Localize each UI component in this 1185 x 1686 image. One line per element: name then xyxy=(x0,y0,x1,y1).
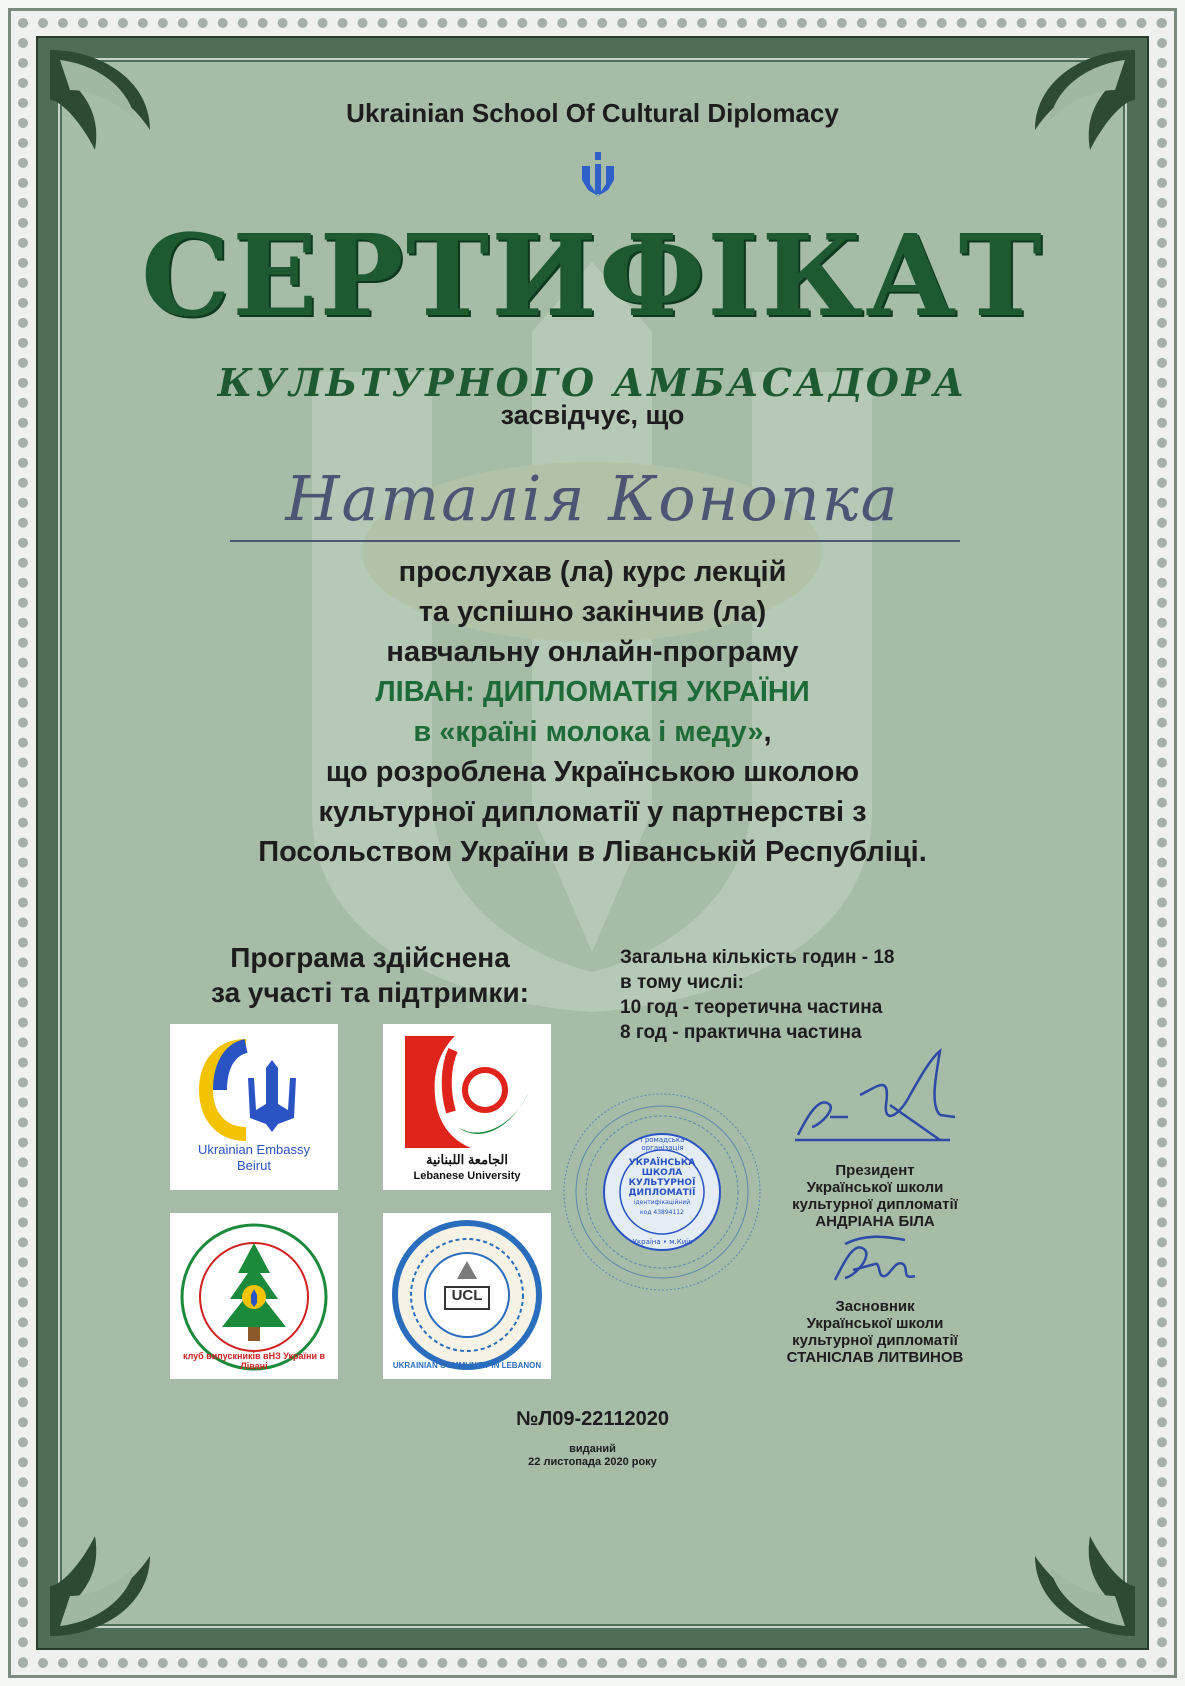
seal-ring-bottom: Україна • м.Київ xyxy=(632,1238,693,1246)
certificate-title: СЕРТИФІКАТ xyxy=(141,211,1044,342)
hours-total-label: Загальна кількість годин - xyxy=(620,947,874,968)
signer-role: Президент xyxy=(835,1162,915,1179)
ucl-abbr: UCL xyxy=(451,1287,483,1304)
certificate-subtitle: КУЛЬТУРНОГО АМБАСАДОРА xyxy=(217,360,968,405)
body-line: та успішно закінчив (ла) xyxy=(418,596,767,628)
partner-name: Lebanese University xyxy=(413,1170,521,1182)
program-name-line1: ЛІВАН: ДИПЛОМАТІЯ УКРАЇНИ xyxy=(375,676,810,708)
hours-practice xyxy=(620,1020,980,1045)
seal-line: ДИПЛОМАТІЇ xyxy=(628,1188,696,1198)
hours-theory-value: 10 год xyxy=(620,997,678,1018)
signature-founder xyxy=(825,1230,925,1290)
partner-logo-alumni-club xyxy=(170,1213,338,1379)
partner-arc-text: клуб випускників вНЗ України в Лівані xyxy=(182,1351,326,1371)
hours-including: в тому числі: xyxy=(620,972,744,993)
signature-president xyxy=(790,1045,960,1145)
program-name-quote: «країні молока і меду» xyxy=(439,716,764,748)
embassy-emblem-icon xyxy=(198,1038,310,1142)
recipient-name: Наталія Конопка xyxy=(285,462,900,535)
hours-theory xyxy=(620,995,980,1020)
signer-org: Української школи xyxy=(806,1315,944,1332)
signer-name: АНДРІАНА БІЛА xyxy=(815,1213,935,1230)
seal-line: ШКОЛА xyxy=(641,1168,683,1178)
hours-theory-label: - теоретична частина xyxy=(677,997,883,1018)
issued-label: виданий xyxy=(569,1443,616,1455)
hours-total-value: 18 xyxy=(873,947,895,968)
name-underline xyxy=(230,540,960,542)
partner-logo-ukrainian-embassy xyxy=(170,1024,338,1190)
program-name-line2 xyxy=(100,712,1085,752)
official-seal xyxy=(560,1090,765,1295)
corner-ornament-bottom-right xyxy=(1025,1526,1145,1646)
school-logo-icon xyxy=(578,150,618,198)
seal-line: УКРАЇНСЬКА xyxy=(628,1158,696,1168)
issued-info xyxy=(0,1443,1185,1469)
partner-name-city: Beirut xyxy=(237,1158,271,1173)
hours-practice-label: - практична частина xyxy=(666,1022,862,1043)
body-line: навчальну онлайн-програму xyxy=(386,636,799,668)
signer-name: СТАНІСЛАВ ЛИТВИНОВ xyxy=(786,1349,964,1366)
body-line: прослухав (ла) курс лекцій xyxy=(398,556,787,588)
lebanese-university-emblem-icon xyxy=(399,1032,535,1150)
hours-total xyxy=(620,945,980,970)
document-number: №Л09-22112020 xyxy=(515,1408,670,1430)
support-heading-line: за участі та підтримки: xyxy=(211,977,529,1008)
body-line: що розроблена Українською школою xyxy=(325,756,860,788)
support-heading-line: Програма здійснена xyxy=(230,942,510,973)
body-line: культурної дипломатії у партнерстві з xyxy=(318,796,867,828)
seal-line: КУЛЬТУРНОЇ xyxy=(628,1178,696,1188)
president-signature-block xyxy=(760,1162,990,1230)
seal-line: ідентифікаційний xyxy=(633,1199,691,1206)
seal-ring-top: Громадська організація xyxy=(640,1136,685,1152)
signer-org: Української школи xyxy=(806,1179,944,1196)
partner-logo-lebanese-university xyxy=(383,1024,551,1190)
program-name-suffix: , xyxy=(763,716,772,748)
school-name: Ukrainian School Of Cultural Diplomacy xyxy=(346,98,839,128)
partner-name: Ukrainian Embassy xyxy=(198,1142,310,1157)
signer-org: культурної дипломатії xyxy=(792,1332,958,1349)
issued-date: 22 листопада 2020 року xyxy=(528,1456,657,1468)
founder-signature-block xyxy=(760,1298,990,1366)
corner-ornament-bottom-left xyxy=(40,1526,160,1646)
certificate-body xyxy=(100,552,1085,872)
partner-name-arabic: الجامعة اللبنانية xyxy=(426,1152,508,1167)
partner-arc-text: UKRAINIAN COMMUNITY IN LEBANON xyxy=(392,1361,542,1370)
certifies-text: засвідчує, що xyxy=(500,400,685,430)
hours-summary xyxy=(620,945,980,1045)
hours-practice-value: 8 год xyxy=(620,1022,667,1043)
body-line: Посольством України в Ліванській Республіці. xyxy=(258,836,927,868)
signer-role: Засновник xyxy=(835,1298,915,1315)
program-name-prefix: в xyxy=(413,716,440,748)
partner-logo-ucl xyxy=(383,1213,551,1379)
seal-center-text xyxy=(622,1158,702,1218)
support-heading xyxy=(170,940,570,1010)
seal-line: код 43894112 xyxy=(640,1209,684,1216)
signer-org: культурної дипломатії xyxy=(792,1196,958,1213)
